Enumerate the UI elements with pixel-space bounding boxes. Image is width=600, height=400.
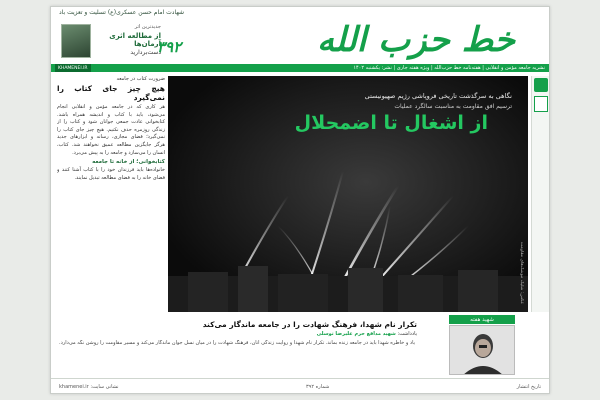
feature-photo[interactable] <box>168 76 528 312</box>
left-article-body-2: خانواده‌ها باید فرزندان خود را با کتاب آشنا کنند و فضای خانه را به فضای مطالعه تبدیل نمایند. <box>57 167 165 181</box>
masthead <box>51 18 549 63</box>
top-slogan: شهادت امام حسن عسکری(ع) تسلیت و تعزیت باد <box>59 9 185 16</box>
newsletter-page <box>50 6 550 394</box>
info-bar <box>51 64 549 72</box>
feature-title[interactable]: از اشغال تا اضمحلال <box>294 112 488 134</box>
footer-right: تاریخ انتشار <box>516 384 541 390</box>
bottom-article-title[interactable]: تکرار نام شهدا، فرهنگ شهادت را در جامعه ماندگار می‌کند <box>202 320 417 329</box>
promo-kicker: جدیدترین اثر <box>134 24 161 30</box>
promo-block[interactable] <box>95 24 161 56</box>
martyr-of-week-label: شهید هفته <box>449 315 515 324</box>
person-portrait-icon <box>450 326 515 375</box>
bottom-article-body: یاد و خاطره شهدا باید در جامعه زنده بماند. تکرار نام شهدا و روایت زندگی آنان، فرهنگ شهادت را در میان نسل جوان ماندگار می‌کند و مسیر مقاومت را روشن نگه می‌دارد. <box>59 340 415 346</box>
promo-book-thumbnail[interactable] <box>61 24 91 58</box>
left-article-body: هر کاری که در جامعه مؤمن و انقلابی انجام می‌شود، باید با کتاب و اندیشه همراه باشد. کتابخوانی عادت جمعی جوانان شود و کتاب را از زندگی روزمره حذف نکنیم. هیچ چیز جای کتاب را نمی‌گیرد؛ فضای مجازی، رسانه و ابزارهای جدید هرگز جایگزین مطالعه عمیق نخواهند شد. کتاب، انسان را می‌سازد و جامعه را به پیش می‌برد. <box>57 104 165 156</box>
martyr-portrait <box>449 325 515 375</box>
promo-tag: دست‌بردارید <box>130 49 161 56</box>
byline-author: شهید مدافع حرم علیرضا توسلی <box>316 331 396 337</box>
toc-item[interactable] <box>534 96 548 112</box>
issue-number: ۳۹۲ <box>157 38 182 56</box>
footer-center: شماره ۳۹۲ <box>306 384 330 390</box>
info-bar-text: نشریه جامعه مؤمن و انقلابی | هفته‌نامه خط حزب‌الله | ویژه هفته جاری | نشر: یکشنبه ۱۴۰۲ <box>353 65 545 71</box>
site-badge[interactable]: KHAMENEI.IR <box>55 64 91 72</box>
bottom-article-byline <box>121 331 417 337</box>
left-article-subhead: کتابخوانی؛ از خانه تا جامعه <box>92 159 165 166</box>
left-article-headline[interactable]: هیچ چیز جای کتاب را نمی‌گیرد <box>57 84 165 102</box>
footer-left[interactable]: نشانی سایت: khamenei.ir <box>59 384 119 390</box>
promo-title: از مطالعه اثری آرمان‌ها <box>109 32 161 48</box>
left-article <box>57 76 165 314</box>
page-footer <box>51 378 549 394</box>
left-article-kicker: ضرورت کتاب در جامعه <box>116 76 165 82</box>
feature-overline: نگاهی به سرگذشت تاریخی فروپاشی رژیم صهیونیستی <box>364 92 512 100</box>
toc-icon[interactable] <box>534 78 548 92</box>
byline-prefix: یادداشت: <box>397 331 417 337</box>
table-of-contents-strip <box>531 76 549 312</box>
newsletter-logo: خط حزب الله <box>316 20 515 60</box>
feature-caption: عکس: شلیک موشک‌های مقاومت <box>519 241 524 304</box>
feature-overline-2: ترسیم افق مقاومت به مناسبت سالگرد عملیات <box>394 103 512 110</box>
